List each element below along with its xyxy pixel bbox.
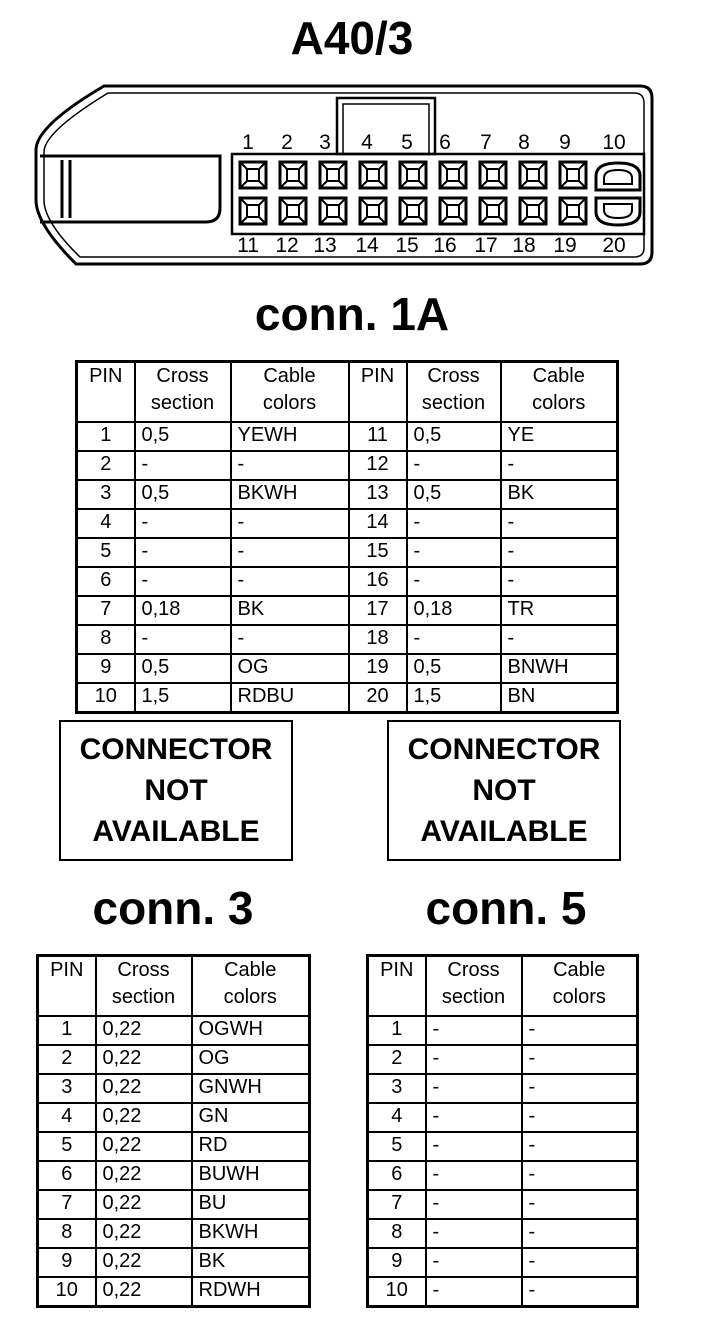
- table-header-row: [38, 956, 310, 1017]
- pin-cell: 4: [77, 509, 135, 538]
- cable-color-cell: -: [501, 538, 618, 567]
- cable-color-cell: BK: [192, 1248, 310, 1277]
- cable-color-cell: BNWH: [501, 654, 618, 683]
- cable-color-cell: -: [231, 567, 349, 596]
- table-row: [368, 1190, 638, 1219]
- pin-cell: 7: [38, 1190, 96, 1219]
- cable-color-cell: -: [231, 451, 349, 480]
- pin-socket: [320, 198, 346, 224]
- conn-5-table: [366, 954, 639, 1308]
- cable-color-cell: -: [522, 1103, 638, 1132]
- cross-section-cell: -: [135, 625, 231, 654]
- pin-number-label: 6: [439, 131, 451, 154]
- pin-socket: [520, 162, 546, 188]
- cable-color-cell: YE: [501, 422, 618, 451]
- pin-cell: 2: [77, 451, 135, 480]
- cross-section-cell: 0,22: [96, 1161, 192, 1190]
- cross-section-cell: 0,5: [135, 422, 231, 451]
- table-header-row: [368, 956, 638, 1017]
- table-row: [77, 596, 618, 625]
- pin-cell: 14: [349, 509, 407, 538]
- cross-section-cell: 0,5: [407, 422, 501, 451]
- cross-section-header: Cross section: [426, 956, 522, 1017]
- pin-cell: 6: [368, 1161, 426, 1190]
- cross-section-cell: -: [407, 451, 501, 480]
- cross-section-header: Cross section: [135, 362, 231, 423]
- cable-color-cell: -: [522, 1074, 638, 1103]
- pin-cell: 12: [349, 451, 407, 480]
- conn-3-heading: conn. 3: [92, 882, 254, 934]
- pin-socket: [520, 198, 546, 224]
- pin-number-label: 14: [355, 234, 379, 257]
- cross-section-cell: -: [407, 567, 501, 596]
- pin-number-label: 7: [480, 131, 492, 154]
- table-row: [77, 480, 618, 509]
- cable-color-cell: RDBU: [231, 683, 349, 713]
- pin-cell: 8: [38, 1219, 96, 1248]
- cable-color-cell: BU: [192, 1190, 310, 1219]
- pin-cell: 17: [349, 596, 407, 625]
- cable-color-cell: RD: [192, 1132, 310, 1161]
- pin-cell: 5: [77, 538, 135, 567]
- cable-color-cell: -: [231, 509, 349, 538]
- cable-color-cell: -: [231, 538, 349, 567]
- connector-not-available-box: [59, 720, 293, 861]
- cable-color-cell: -: [501, 625, 618, 654]
- power-pin-10: [596, 163, 640, 190]
- pin-cell: 6: [38, 1161, 96, 1190]
- pin-number-label: 19: [553, 234, 577, 257]
- cable-color-cell: -: [501, 509, 618, 538]
- connector-not-available-box: [387, 720, 621, 861]
- pin-cell: 5: [368, 1132, 426, 1161]
- connector-housing-inner: [44, 93, 644, 257]
- pin-cell: 4: [368, 1103, 426, 1132]
- table-row: [77, 567, 618, 596]
- pin-number-label: 20: [602, 234, 626, 257]
- cross-section-cell: -: [426, 1277, 522, 1307]
- cross-section-cell: 0,22: [96, 1132, 192, 1161]
- cross-section-cell: -: [426, 1219, 522, 1248]
- pin-number-label: 3: [319, 131, 331, 154]
- pin-number-label: 15: [395, 234, 419, 257]
- pin-socket: [440, 198, 466, 224]
- cross-section-cell: 0,5: [135, 654, 231, 683]
- cable-color-cell: TR: [501, 596, 618, 625]
- pin-header: PIN: [38, 956, 96, 1017]
- table-row: [77, 625, 618, 654]
- cross-section-cell: 0,22: [96, 1248, 192, 1277]
- connector-key-inner: [343, 104, 429, 154]
- table-row: [368, 1074, 638, 1103]
- table-row: [38, 1016, 310, 1045]
- cross-section-cell: 0,18: [135, 596, 231, 625]
- pin-cell: 16: [349, 567, 407, 596]
- cable-color-cell: BK: [501, 480, 618, 509]
- pin-number-label: 5: [401, 131, 413, 154]
- pin-cell: 1: [77, 422, 135, 451]
- table-row: [77, 509, 618, 538]
- pin-cell: 8: [368, 1219, 426, 1248]
- pin-socket: [320, 162, 346, 188]
- pin-cell: 6: [77, 567, 135, 596]
- na-line: NOT: [144, 774, 208, 807]
- cable-colors-header: Cable colors: [231, 362, 349, 423]
- connector-latch: [40, 156, 220, 222]
- pin-number-label: 2: [281, 131, 293, 154]
- pin-number-label: 1: [242, 131, 254, 154]
- cross-section-cell: 0,22: [96, 1045, 192, 1074]
- cable-color-cell: BKWH: [192, 1219, 310, 1248]
- cable-color-cell: -: [522, 1161, 638, 1190]
- pin-socket: [360, 198, 386, 224]
- table-row: [77, 422, 618, 451]
- cross-section-cell: 0,22: [96, 1103, 192, 1132]
- cross-section-header: Cross section: [407, 362, 501, 423]
- pin-number-label: 10: [602, 131, 626, 154]
- pin-cell: 9: [38, 1248, 96, 1277]
- na-line: AVAILABLE: [92, 815, 260, 848]
- pin-number-label: 16: [433, 234, 457, 257]
- pin-cell: 10: [77, 683, 135, 713]
- pin-number-label: 18: [512, 234, 536, 257]
- table-row: [38, 1132, 310, 1161]
- table-row: [77, 538, 618, 567]
- pin-cell: 9: [368, 1248, 426, 1277]
- table-row: [38, 1219, 310, 1248]
- cross-section-cell: -: [426, 1016, 522, 1045]
- pin-cell: 15: [349, 538, 407, 567]
- table-row: [38, 1074, 310, 1103]
- pin-cell: 2: [38, 1045, 96, 1074]
- pin-cell: 3: [368, 1074, 426, 1103]
- pin-socket: [480, 162, 506, 188]
- pin-socket: [280, 198, 306, 224]
- table-row: [38, 1277, 310, 1307]
- cross-section-cell: 1,5: [407, 683, 501, 713]
- cable-color-cell: -: [522, 1219, 638, 1248]
- pin-cell: 7: [368, 1190, 426, 1219]
- cross-section-cell: 0,22: [96, 1277, 192, 1307]
- cross-section-cell: -: [135, 509, 231, 538]
- connector-diagram: [0, 0, 704, 280]
- cable-color-cell: GNWH: [192, 1074, 310, 1103]
- pin-cell: 5: [38, 1132, 96, 1161]
- conn-5-heading: conn. 5: [425, 882, 587, 934]
- cable-color-cell: OG: [231, 654, 349, 683]
- pin-cell: 4: [38, 1103, 96, 1132]
- pin-cell: 1: [38, 1016, 96, 1045]
- cable-color-cell: GN: [192, 1103, 310, 1132]
- power-pin-10-inner: [604, 170, 632, 184]
- cross-section-cell: -: [426, 1190, 522, 1219]
- pin-cell: 20: [349, 683, 407, 713]
- pin-cell: 19: [349, 654, 407, 683]
- cable-color-cell: RDWH: [192, 1277, 310, 1307]
- cable-color-cell: BUWH: [192, 1161, 310, 1190]
- conn-3-table: [36, 954, 311, 1308]
- pin-number-label: 11: [237, 234, 259, 257]
- pin-number-label: 17: [474, 234, 498, 257]
- cable-color-cell: -: [522, 1277, 638, 1307]
- pin-socket: [240, 198, 266, 224]
- table-row: [368, 1132, 638, 1161]
- cable-color-cell: -: [501, 567, 618, 596]
- pin-number-label: 8: [518, 131, 530, 154]
- table-row: [38, 1190, 310, 1219]
- pin-number-label: 12: [275, 234, 299, 257]
- pin-socket: [480, 198, 506, 224]
- power-pin-20: [596, 198, 640, 225]
- pin-cell: 2: [368, 1045, 426, 1074]
- cable-color-cell: -: [522, 1045, 638, 1074]
- pin-socket: [440, 162, 466, 188]
- pin-cell: 9: [77, 654, 135, 683]
- table-row: [368, 1045, 638, 1074]
- table-row: [368, 1277, 638, 1307]
- table-row: [38, 1045, 310, 1074]
- pin-cell: 3: [77, 480, 135, 509]
- cable-color-cell: -: [231, 625, 349, 654]
- pin-header: PIN: [77, 362, 135, 423]
- pin-header: PIN: [349, 362, 407, 423]
- cross-section-cell: -: [426, 1074, 522, 1103]
- table-row: [38, 1103, 310, 1132]
- cross-section-cell: -: [135, 451, 231, 480]
- pin-number-label: 9: [559, 131, 571, 154]
- pin-header: PIN: [368, 956, 426, 1017]
- table-row: [77, 451, 618, 480]
- na-line: NOT: [472, 774, 536, 807]
- pin-cell: 3: [38, 1074, 96, 1103]
- cross-section-cell: -: [426, 1103, 522, 1132]
- cross-section-cell: 0,5: [407, 654, 501, 683]
- cross-section-cell: 0,5: [135, 480, 231, 509]
- pin-socket: [560, 198, 586, 224]
- pin-socket: [400, 198, 426, 224]
- table-row: [368, 1016, 638, 1045]
- cross-section-cell: 0,18: [407, 596, 501, 625]
- cross-section-cell: -: [407, 625, 501, 654]
- pin-cell: 11: [349, 422, 407, 451]
- cross-section-cell: 0,22: [96, 1190, 192, 1219]
- table-row: [368, 1103, 638, 1132]
- cable-color-cell: -: [522, 1190, 638, 1219]
- na-line: AVAILABLE: [420, 815, 588, 848]
- table-row: [368, 1219, 638, 1248]
- pin-cell: 10: [38, 1277, 96, 1307]
- pin-cell: 18: [349, 625, 407, 654]
- cable-color-cell: -: [522, 1248, 638, 1277]
- connector-key: [337, 98, 435, 154]
- cross-section-header: Cross section: [96, 956, 192, 1017]
- cable-color-cell: BK: [231, 596, 349, 625]
- cross-section-cell: -: [426, 1132, 522, 1161]
- cross-section-cell: -: [426, 1045, 522, 1074]
- cross-section-cell: -: [426, 1161, 522, 1190]
- page-title: A40/3: [290, 12, 414, 64]
- pin-socket: [240, 162, 266, 188]
- pin-number-label: 13: [313, 234, 337, 257]
- table-row: [368, 1248, 638, 1277]
- cross-section-cell: 0,22: [96, 1219, 192, 1248]
- table-row: [38, 1161, 310, 1190]
- table-row: [38, 1248, 310, 1277]
- pin-socket: [560, 162, 586, 188]
- pin-socket: [400, 162, 426, 188]
- cable-colors-header: Cable colors: [192, 956, 310, 1017]
- table-row: [368, 1161, 638, 1190]
- cable-color-cell: -: [522, 1016, 638, 1045]
- cable-color-cell: OGWH: [192, 1016, 310, 1045]
- table-row: [77, 683, 618, 713]
- cable-color-cell: BN: [501, 683, 618, 713]
- cable-color-cell: BKWH: [231, 480, 349, 509]
- conn-1a-table: [75, 360, 619, 714]
- pin-cell: 8: [77, 625, 135, 654]
- table-row: [77, 654, 618, 683]
- cable-colors-header: Cable colors: [501, 362, 618, 423]
- na-line: CONNECTOR: [79, 733, 273, 766]
- pin-number-label: 4: [361, 131, 373, 154]
- cross-section-cell: 1,5: [135, 683, 231, 713]
- pin-socket: [360, 162, 386, 188]
- pin-cell: 13: [349, 480, 407, 509]
- na-line: CONNECTOR: [407, 733, 601, 766]
- table-header-row: [77, 362, 618, 423]
- cross-section-cell: -: [407, 509, 501, 538]
- cable-color-cell: OG: [192, 1045, 310, 1074]
- conn-1a-heading: conn. 1A: [254, 288, 450, 340]
- cross-section-cell: 0,22: [96, 1074, 192, 1103]
- cross-section-cell: -: [407, 538, 501, 567]
- cross-section-cell: 0,5: [407, 480, 501, 509]
- power-pin-20-inner: [604, 204, 632, 218]
- pin-cell: 10: [368, 1277, 426, 1307]
- cable-color-cell: YEWH: [231, 422, 349, 451]
- cross-section-cell: -: [135, 567, 231, 596]
- pin-cell: 7: [77, 596, 135, 625]
- pin-cell: 1: [368, 1016, 426, 1045]
- cable-colors-header: Cable colors: [522, 956, 638, 1017]
- pin-socket: [280, 162, 306, 188]
- cable-color-cell: -: [522, 1132, 638, 1161]
- cross-section-cell: 0,22: [96, 1016, 192, 1045]
- cable-color-cell: -: [501, 451, 618, 480]
- cross-section-cell: -: [426, 1248, 522, 1277]
- cross-section-cell: -: [135, 538, 231, 567]
